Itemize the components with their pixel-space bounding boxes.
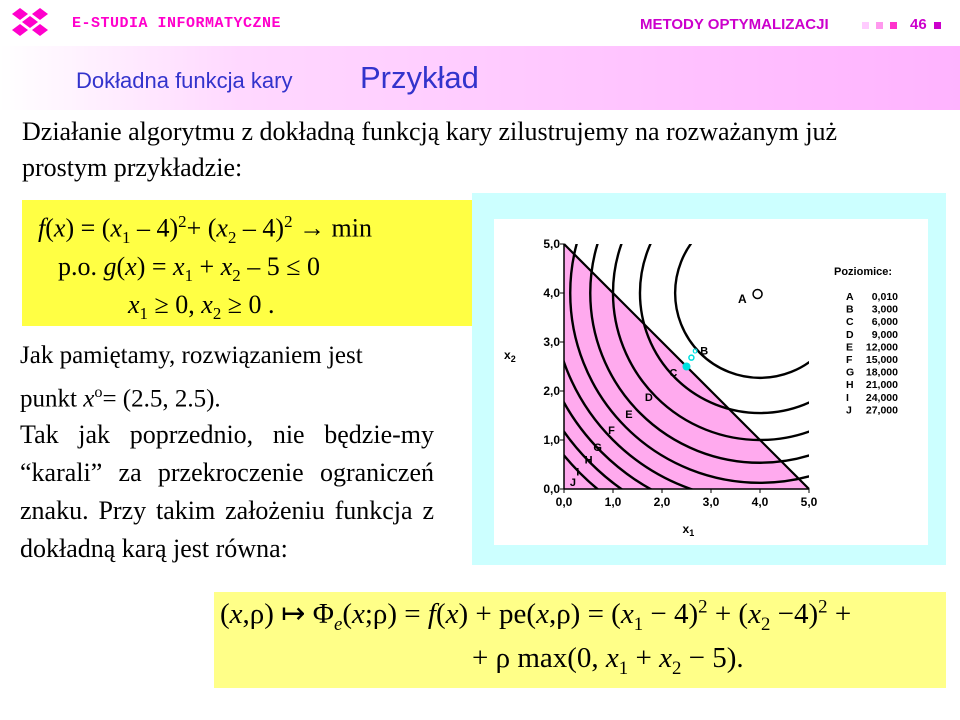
figure-panel: [472, 193, 946, 565]
legend-letter: E: [846, 341, 854, 354]
solution-point: [683, 363, 691, 371]
legend-value: 18,000: [865, 366, 898, 379]
y-tick-label: 3,0: [543, 335, 560, 349]
contour-figure: [472, 193, 946, 565]
objective-line: $f(x) = (x_1 - 4)^2+ (x_2 - 4)^2 \to \min$: [38, 212, 372, 247]
legend-letter: H: [846, 379, 854, 392]
progress-square: [934, 22, 941, 29]
slide-subtitle: Dokładna funkcja kary: [76, 68, 293, 93]
contour-letter: D: [644, 391, 653, 404]
progress-square: [862, 22, 869, 29]
y-tick-label: 2,0: [543, 384, 560, 398]
explanation-paragraph: Tak jak poprzednio, nie będzie-my “karali” za przekroczenie ograniczeń znaku. Przy takim założeniu funkcja z dokładną karą jest równa:: [20, 420, 434, 563]
problem-box: [22, 200, 472, 326]
page-number: 46: [910, 16, 927, 33]
contour-letter: B: [700, 345, 709, 358]
progress-square: [890, 22, 897, 29]
x-tick-label: 4,0: [751, 495, 769, 509]
legend-letter: C: [846, 316, 854, 329]
legend-letter: I: [846, 391, 849, 404]
brand-name: E-STUDIA INFORMATYCZNE: [72, 15, 282, 32]
x-tick-label: 2,0: [653, 495, 671, 509]
x-tick-label: 0,0: [555, 495, 573, 509]
solution-marker-label: o: [692, 345, 698, 356]
contour-letter: F: [608, 425, 615, 438]
y-tick-label: 4,0: [543, 286, 560, 300]
x-tick-label: 5,0: [800, 495, 818, 509]
contour-letter: G: [593, 441, 602, 454]
formula-box: [214, 592, 946, 688]
legend-value: 15,000: [865, 354, 898, 366]
logo-icon: [8, 4, 54, 42]
x-tick-label: 1,0: [604, 495, 622, 509]
formula-line-1: (x,ρ) ↦ $\Phi_e(x;\rho) = f(x) + pe(x,\rho) = (x_1 - 4)^2 + (x_2 -4)^2$ +: [220, 596, 852, 635]
optimum-label: A: [737, 291, 747, 306]
contour-letter: E: [625, 408, 633, 421]
legend-letter: J: [846, 404, 852, 417]
progress-square: [876, 22, 883, 29]
legend-letter: D: [846, 328, 854, 341]
slide-title: Przykład: [360, 60, 479, 95]
contour-letter: I: [576, 466, 580, 479]
y-tick-label: 0,0: [543, 482, 560, 496]
x-axis-label: $x_1$: [682, 522, 695, 538]
legend-value: 24,000: [865, 391, 898, 404]
legend-letter: B: [846, 303, 854, 316]
course-title: METODY OPTYMALIZACJI: [640, 16, 829, 33]
legend-letter: A: [846, 291, 854, 303]
legend-letter: G: [846, 366, 855, 379]
x-tick-label: 3,0: [702, 495, 720, 509]
legend-value: 27,000: [865, 404, 898, 417]
legend-value: 9,000: [871, 328, 898, 341]
solution-paragraph: Jak pamiętamy, rozwiązaniem jest punkt $x^o= (2.5$, 2.5).: [20, 342, 363, 413]
legend-title: Poziomice:: [834, 266, 893, 278]
legend-value: 0,010: [871, 291, 898, 303]
sign-constraint-line: $x_1 \ge 0$, $x_2 \ge 0$ .: [128, 290, 275, 324]
formula-line-2: + ρ max(0, $x_1 + x_2 - 5$).: [472, 642, 744, 679]
y-axis-label: $x_2$: [504, 348, 516, 365]
y-tick-label: 5,0: [543, 237, 560, 251]
intro-text: Działanie algorytmu z dokładną funkcją kary zilustrujemy na rozważanym już prostym przykładzie:: [22, 117, 838, 182]
y-tick-label: 1,0: [543, 433, 560, 447]
contour-letter: J: [569, 477, 577, 490]
legend-value: 12,000: [865, 341, 898, 354]
legend-value: 21,000: [865, 379, 898, 392]
contour-letter: C: [669, 367, 678, 380]
legend-letter: F: [846, 354, 853, 366]
legend-value: 6,000: [871, 316, 898, 329]
constraint-line: p.o. $g(x) = x_1 + x_2 - 5 \le 0$: [58, 252, 320, 286]
legend-value: 3,000: [871, 303, 898, 316]
contour-letter: H: [584, 454, 593, 467]
